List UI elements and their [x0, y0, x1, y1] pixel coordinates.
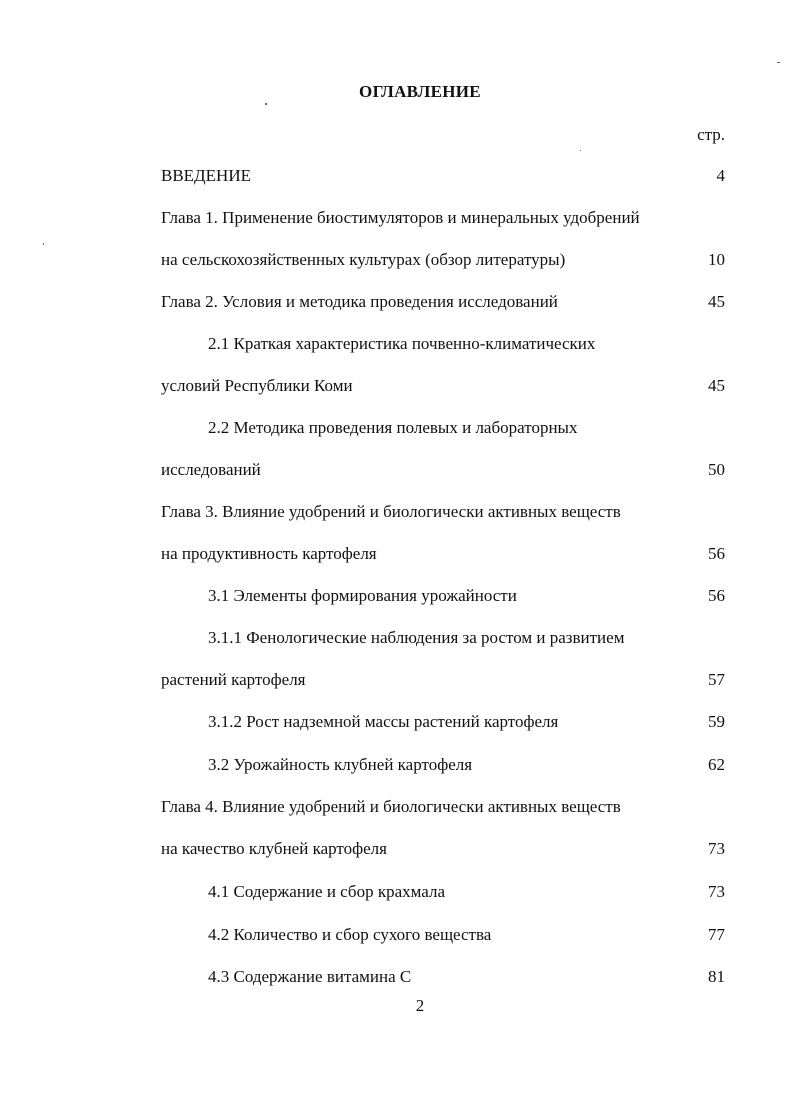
toc-page-introduction: 4: [716, 166, 725, 185]
toc-page-section-4-1: 73: [708, 882, 725, 901]
toc-entry-section-3-1-1: 3.1.1 Фенологические наблюдения за ростом и развитием: [208, 628, 625, 647]
toc-entry-section-2-1-cont: условий Республики Коми: [161, 376, 353, 395]
toc-page-section-4-3: 81: [708, 967, 725, 986]
toc-entry-section-2-2: 2.2 Методика проведения полевых и лабораторных: [208, 418, 578, 437]
toc-entry-chapter-4: Глава 4. Влияние удобрений и биологически активных веществ: [161, 797, 621, 816]
toc-entry-section-2-2-cont: исследований: [161, 460, 261, 479]
toc-entry-chapter-1: Глава 1. Применение биостимуляторов и минеральных удобрений: [161, 208, 640, 227]
toc-entry-chapter-3: Глава 3. Влияние удобрений и биологически активных веществ: [161, 502, 621, 521]
toc-page-section-3-1-1: 57: [708, 670, 725, 689]
scan-speck: [265, 103, 267, 105]
toc-entry-section-3-1: 3.1 Элементы формирования урожайности: [208, 586, 517, 605]
page-number: 2: [415, 996, 425, 1015]
toc-page-section-2-1: 45: [708, 376, 725, 395]
scan-speck: [43, 243, 44, 245]
toc-entry-section-4-1: 4.1 Содержание и сбор крахмала: [208, 882, 445, 901]
toc-entry-chapter-1-cont: на сельскохозяйственных культурах (обзор литературы): [161, 250, 566, 269]
toc-page-section-3-1-2: 59: [708, 712, 725, 731]
toc-page-section-3-2: 62: [708, 755, 725, 774]
toc-entry-chapter-2: Глава 2. Условия и методика проведения исследований: [161, 292, 558, 311]
scan-speck: [580, 150, 581, 151]
toc-page-chapter-3: 56: [708, 544, 725, 563]
toc-entry-section-4-2: 4.2 Количество и сбор сухого вещества: [208, 925, 492, 944]
toc-entry-section-2-1: 2.1 Краткая характеристика почвенно-климатических: [208, 334, 596, 353]
toc-entry-chapter-4-cont: на качество клубней картофеля: [161, 839, 387, 858]
toc-entry-chapter-3-cont: на продуктивность картофеля: [161, 544, 377, 563]
toc-page-chapter-1: 10: [708, 250, 725, 269]
page-title: ОГЛАВЛЕНИЕ: [359, 82, 481, 101]
toc-entry-section-3-1-2: 3.1.2 Рост надземной массы растений картофеля: [208, 712, 559, 731]
toc-entry-section-4-3: 4.3 Содержание витамина С: [208, 967, 412, 986]
toc-page-section-2-2: 50: [708, 460, 725, 479]
toc-page-section-3-1: 56: [708, 586, 725, 605]
page-column-label: стр.: [697, 125, 725, 144]
scan-speck: [777, 62, 780, 63]
toc-page-chapter-2: 45: [708, 292, 725, 311]
toc-entry-section-3-1-1-cont: растений картофеля: [161, 670, 306, 689]
toc-page-chapter-4: 73: [708, 839, 725, 858]
toc-entry-introduction: ВВЕДЕНИЕ: [161, 166, 251, 185]
toc-page-section-4-2: 77: [708, 925, 725, 944]
toc-entry-section-3-2: 3.2 Урожайность клубней картофеля: [208, 755, 473, 774]
